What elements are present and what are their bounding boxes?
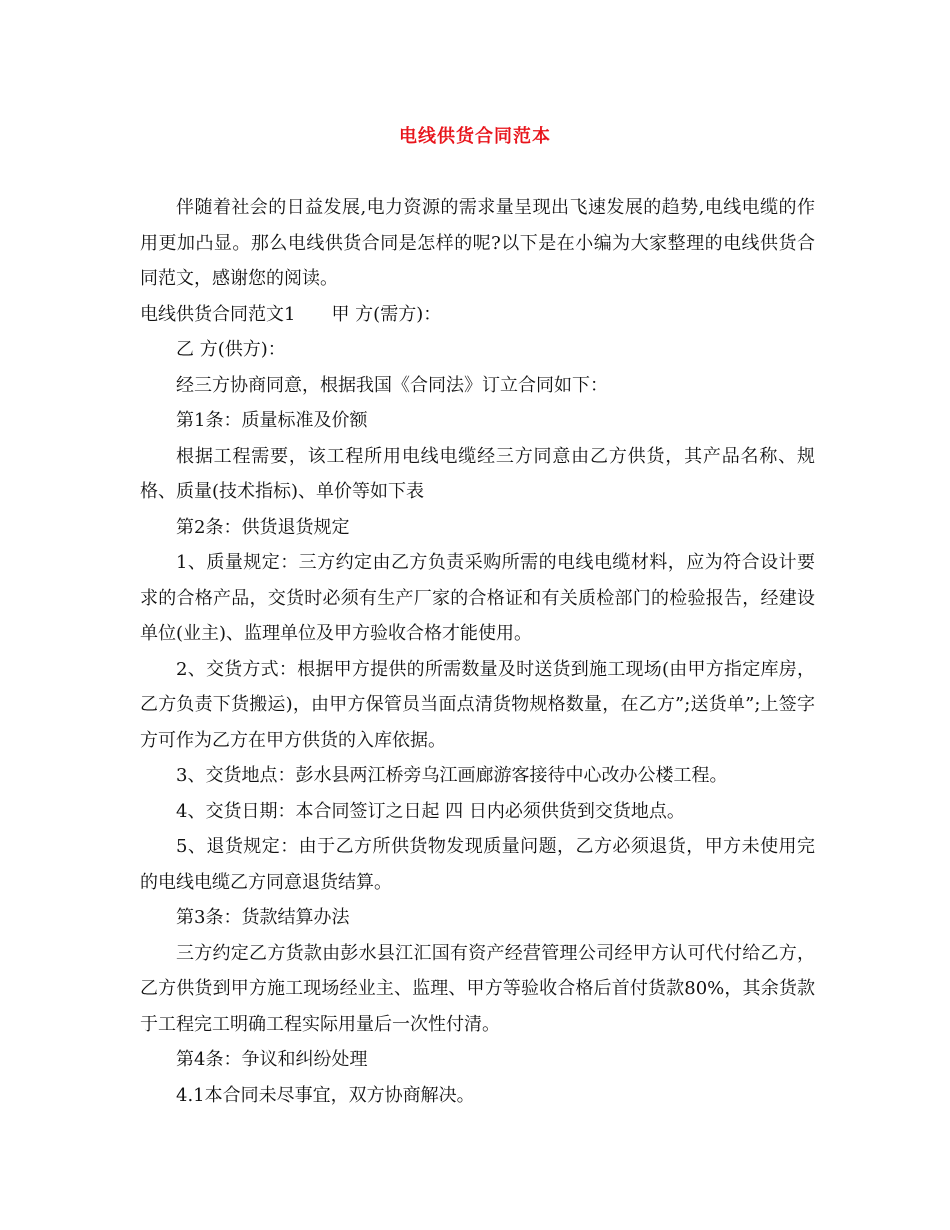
article-3-text: 三方约定乙方货款由彭水县江汇国有资产经营管理公司经甲方认可代付给乙方，乙方供货到甲方施工现场经业主、监理、甲方等验收合格后首付货款80%，其余货款于工程完工明确工程实际用量后一次性付清。 [140, 942, 815, 1035]
article-2-item-5: 5、退货规定：由于乙方所供货物发现质量问题，乙方必须退货，甲方未使用完的电线电缆乙方同意退货结算。 [140, 836, 815, 893]
document-title: 电线供货合同范本 [399, 126, 551, 147]
party-a-label: 甲 方(需方)： [331, 303, 442, 325]
article-1-title: 第1条：质量标准及价额 [176, 410, 368, 431]
document-body [140, 190, 815, 1113]
article-4-title: 第4条：争议和纠纷处理 [176, 1049, 368, 1070]
article-3-title: 第3条：货款结算办法 [176, 907, 350, 928]
article-2-item-4: 4、交货日期：本合同签订之日起 四 日内必须供货到交货地点。 [176, 800, 685, 822]
sample-heading-line [140, 297, 815, 333]
article-2-item-2: 2、交货方式：根据甲方提供的所需数量及时送货到施工现场(由甲方指定库房，乙方负责下货搬运)，由甲方保管员当面点清货物规格数量，在乙方”;送货单”;上签字方可作为乙方在甲方供货的入库依据。 [140, 658, 815, 751]
article-2-item-1: 1、质量规定：三方约定由乙方负责采购所需的电线电缆材料，应为符合设计要求的合格产品，交货时必须有生产厂家的合格证和有关质检部门的检验报告，经建设单位(业主)、监理单位及甲方验收合格才能使用。 [140, 552, 815, 644]
intro-paragraph: 伴随着社会的日益发展,电力资源的需求量呈现出飞速发展的趋势,电线电缆的作用更加凸显。那么电线供货合同是怎样的呢?以下是在小编为大家整理的电线供货合同范文，感谢您的阅读。 [140, 197, 815, 289]
party-b-label: 乙 方(供方)： [176, 339, 286, 360]
article-4-item-1: 4.1本合同未尽事宜，双方协商解决。 [176, 1084, 475, 1106]
sample-heading: 电线供货合同范文1 [140, 303, 296, 325]
article-2-title: 第2条：供货退货规定 [176, 516, 350, 538]
article-2-item-3: 3、交货地点：彭水县两江桥旁乌江画廊游客接待中心改办公楼工程。 [176, 765, 728, 786]
article-1-text: 根据工程需要，该工程所用电线电缆经三方同意由乙方供货，其产品名称、规格、质量(技术指标)、单价等如下表 [140, 445, 815, 502]
agreement-paragraph: 经三方协商同意，根据我国《合同法》订立合同如下： [176, 374, 608, 396]
